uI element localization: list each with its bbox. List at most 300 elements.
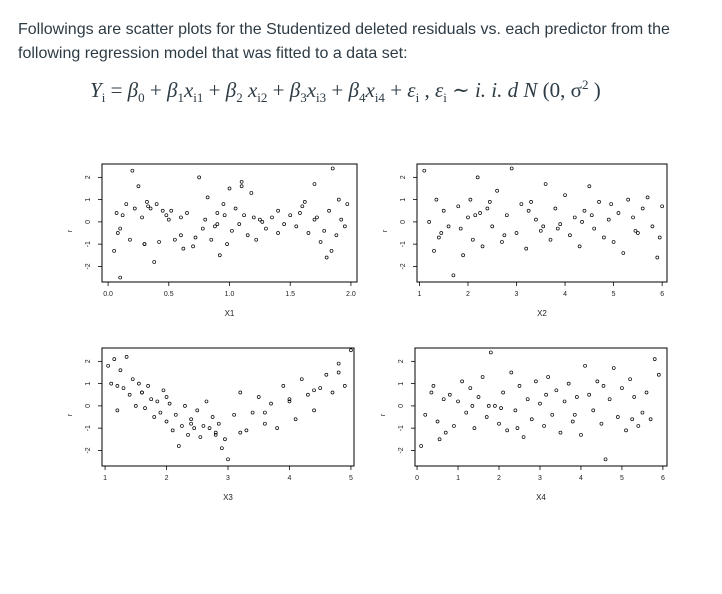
plot-3-point bbox=[165, 420, 168, 423]
plot-4-point bbox=[602, 384, 605, 387]
plot-4-point bbox=[420, 444, 423, 447]
plot-3-point bbox=[168, 402, 171, 405]
plot-3-point bbox=[251, 411, 254, 414]
plot-1-x-tick-label: 1.0 bbox=[224, 291, 235, 298]
plot-4-x-tick-label: 4 bbox=[578, 475, 583, 482]
plot-2-point bbox=[593, 227, 596, 230]
plot-3-point bbox=[147, 384, 150, 387]
plot-4-point bbox=[555, 389, 558, 392]
plot-1-point bbox=[113, 249, 116, 252]
plot-1-point bbox=[115, 211, 118, 214]
plot-3-y-tick-label: 1 bbox=[85, 381, 92, 386]
plot-3-point bbox=[227, 458, 230, 461]
formula-comma: , bbox=[424, 78, 430, 102]
plot-2-point bbox=[564, 194, 567, 197]
plot-1-point bbox=[147, 205, 150, 208]
plot-3-frame bbox=[102, 348, 354, 466]
plot-2-point bbox=[568, 234, 571, 237]
plot-3-point bbox=[119, 369, 122, 372]
plot-2-point bbox=[491, 225, 494, 228]
formula-beta1-sub: 1 bbox=[177, 90, 184, 106]
plot-2-point bbox=[505, 214, 508, 217]
plot-4-point bbox=[579, 433, 582, 436]
plot-1-point bbox=[228, 187, 231, 190]
formula-y: Y bbox=[90, 78, 102, 102]
plot-1-point bbox=[131, 169, 134, 172]
plot-4-y-tick-label: 1 bbox=[398, 381, 405, 386]
plot-2-point bbox=[542, 225, 545, 228]
plot-3-point bbox=[202, 424, 205, 427]
plot-4-point bbox=[588, 393, 591, 396]
plot-1-y-axis-label: r bbox=[67, 229, 74, 233]
plot-1-frame bbox=[102, 164, 357, 282]
plot-3-point bbox=[205, 400, 208, 403]
plot-2-frame bbox=[417, 164, 667, 282]
plot-4-x-tick-label: 3 bbox=[538, 475, 542, 482]
plot-4-point bbox=[657, 373, 660, 376]
plot-2-point bbox=[481, 245, 484, 248]
plot-2-x-tick-label: 1 bbox=[417, 291, 422, 298]
plot-4-point bbox=[514, 409, 517, 412]
plot-3-point bbox=[270, 402, 273, 405]
plot-1-point bbox=[182, 247, 185, 250]
plot-3-point bbox=[156, 400, 159, 403]
plot-3-point bbox=[162, 389, 165, 392]
plot-2-point bbox=[559, 223, 562, 226]
plot-4-point bbox=[487, 404, 490, 407]
plot-1-point bbox=[240, 185, 243, 188]
plot-1-point bbox=[137, 185, 140, 188]
formula-distribution: ∼ i. i. d N bbox=[452, 78, 538, 102]
plot-1-point bbox=[216, 211, 219, 214]
plot-3-point bbox=[223, 438, 226, 441]
plot-3-point bbox=[131, 378, 134, 381]
plot-3-y-tick-label: 0 bbox=[85, 403, 92, 408]
plot-2-point bbox=[573, 216, 576, 219]
plot-1-point bbox=[173, 238, 176, 241]
formula-beta0: β bbox=[127, 78, 139, 102]
plot-2-point bbox=[646, 196, 649, 199]
plot-2-point bbox=[496, 189, 499, 192]
plot-1-point bbox=[121, 214, 124, 217]
plot-1-point bbox=[141, 216, 144, 219]
plot-2-point bbox=[503, 234, 506, 237]
plot-3-x-tick-label: 1 bbox=[103, 475, 108, 482]
plot-2-point bbox=[440, 232, 443, 235]
plot-1-point bbox=[301, 205, 304, 208]
plot-3-y-axis-label: r bbox=[67, 413, 74, 417]
plot-1-point bbox=[325, 256, 328, 259]
plot-3-point bbox=[144, 407, 147, 410]
plot-1-point bbox=[222, 203, 225, 206]
plot-1-x-tick-label: 0.0 bbox=[103, 291, 113, 298]
plot-2-point bbox=[423, 169, 426, 172]
plot-2-point bbox=[578, 245, 581, 248]
plot-4-point bbox=[452, 424, 455, 427]
plot-4-point bbox=[485, 416, 488, 419]
plot-4-point bbox=[471, 404, 474, 407]
plot-2-point bbox=[583, 209, 586, 212]
plot-2-point bbox=[661, 205, 664, 208]
plot-3-point bbox=[263, 411, 266, 414]
plot-1-x-tick-label: 2.0 bbox=[346, 291, 356, 298]
plot-3-point bbox=[180, 424, 183, 427]
formula-epsilon-sub: i bbox=[415, 90, 420, 106]
plot-3-x-tick-label: 3 bbox=[226, 475, 230, 482]
plot-4-point bbox=[436, 420, 439, 423]
plot-1-point bbox=[194, 236, 197, 239]
formula-beta2: β bbox=[225, 78, 237, 102]
plot-3-point bbox=[239, 391, 242, 394]
plot-2-point bbox=[462, 254, 465, 257]
plot-2-point bbox=[466, 216, 469, 219]
plot-4-point bbox=[424, 413, 427, 416]
plot-1-point bbox=[303, 200, 306, 203]
plot-3-x-tick-label: 4 bbox=[287, 475, 292, 482]
plot-4-y-tick-label: 2 bbox=[398, 359, 405, 364]
plot-1-point bbox=[330, 249, 333, 252]
residual-scatter-plots bbox=[0, 150, 722, 530]
plot-3-point bbox=[165, 395, 168, 398]
plot-4-x-tick-label: 2 bbox=[497, 475, 501, 482]
formula-plus-3: + bbox=[272, 78, 285, 102]
plot-3-point bbox=[294, 418, 297, 421]
plot-3-point bbox=[325, 373, 328, 376]
plot-1-point bbox=[343, 225, 346, 228]
formula-x4-sub: i4 bbox=[374, 90, 385, 106]
plot-1-point bbox=[145, 200, 148, 203]
plot-4-point bbox=[625, 429, 628, 432]
plot-1-point bbox=[277, 232, 280, 235]
plot-3-point bbox=[257, 395, 260, 398]
plot-2-y-axis-label: r bbox=[382, 229, 389, 233]
plot-2-point bbox=[602, 236, 605, 239]
formula-x2: x bbox=[247, 78, 258, 102]
plot-4-point bbox=[575, 395, 578, 398]
plot-1-point bbox=[243, 214, 246, 217]
plot-4-point bbox=[516, 427, 519, 430]
plot-1-point bbox=[179, 216, 182, 219]
formula-plus-4: + bbox=[331, 78, 344, 102]
plot-2-x-tick-label: 6 bbox=[660, 291, 665, 298]
plot-4-y-axis-label: r bbox=[380, 413, 387, 417]
plot-4-point bbox=[592, 409, 595, 412]
plot-4-point bbox=[547, 375, 550, 378]
plot-3-point bbox=[134, 404, 137, 407]
plot-1-point bbox=[116, 232, 119, 235]
formula-beta2-sub: 2 bbox=[236, 90, 243, 106]
plot-2-point bbox=[632, 216, 635, 219]
plot-1-point bbox=[340, 218, 343, 221]
plot-4-point bbox=[506, 429, 509, 432]
plot-1-point bbox=[346, 203, 349, 206]
plot-4-point bbox=[641, 411, 644, 414]
plot-4-point bbox=[653, 358, 656, 361]
plot-1-point bbox=[328, 209, 331, 212]
plot-1-point bbox=[192, 245, 195, 248]
plot-4-point bbox=[432, 384, 435, 387]
plot-3-point bbox=[137, 382, 140, 385]
plot-2-point bbox=[442, 209, 445, 212]
formula-x1-sub: i1 bbox=[193, 90, 204, 106]
plot-4-point bbox=[629, 378, 632, 381]
plot-2-y-tick-label: 2 bbox=[400, 175, 407, 180]
plot-4-x-tick-label: 5 bbox=[619, 475, 624, 482]
plot-4-point bbox=[489, 351, 492, 354]
plot-2-x-tick-label: 4 bbox=[563, 291, 568, 298]
plot-2-point bbox=[476, 176, 479, 179]
plot-2-point bbox=[520, 203, 523, 206]
plot-3-y-tick-label: 2 bbox=[85, 359, 92, 364]
formula-x3-sub: i3 bbox=[316, 90, 327, 106]
plot-2-point bbox=[658, 236, 661, 239]
plot-3-x-tick-label: 5 bbox=[348, 475, 353, 482]
plot-3-point bbox=[239, 431, 242, 434]
formula-beta0-sub: 0 bbox=[138, 90, 145, 106]
plot-4-point bbox=[498, 422, 501, 425]
plot-3-point bbox=[159, 411, 162, 414]
plot-4-point bbox=[477, 395, 480, 398]
plot-4-point bbox=[633, 395, 636, 398]
plot-1-point bbox=[234, 207, 237, 210]
plot-2-point bbox=[612, 240, 615, 243]
plot-1-x-axis-label: X1 bbox=[224, 309, 235, 318]
plot-4-point bbox=[534, 380, 537, 383]
plot-4-point bbox=[518, 384, 521, 387]
plot-1-point bbox=[128, 238, 131, 241]
plot-2-y-tick-label: 1 bbox=[400, 197, 407, 202]
plot-4-point bbox=[567, 382, 570, 385]
plot-3-point bbox=[208, 427, 211, 430]
plot-3-point bbox=[196, 409, 199, 412]
formula-beta4-sub: 4 bbox=[358, 90, 366, 106]
plot-2-y-tick-label: -1 bbox=[400, 241, 407, 248]
plot-4-point bbox=[465, 411, 468, 414]
plot-4-point bbox=[596, 380, 599, 383]
plot-3-point bbox=[313, 389, 316, 392]
formula-epsilon-2: ε bbox=[434, 78, 444, 102]
plot-4-point bbox=[481, 375, 484, 378]
plot-3-x-axis-label: X3 bbox=[223, 493, 233, 502]
plot-4-point bbox=[551, 413, 554, 416]
plot-4-point bbox=[442, 398, 445, 401]
plot-1-point bbox=[210, 238, 213, 241]
plot-1-point bbox=[230, 229, 233, 232]
plot-4-point bbox=[645, 391, 648, 394]
plot-4-point bbox=[469, 387, 472, 390]
plot-2-point bbox=[525, 247, 528, 250]
formula-plus-2: + bbox=[208, 78, 221, 102]
plot-2-point bbox=[469, 198, 472, 201]
plot-1-point bbox=[307, 232, 310, 235]
plot-1-point bbox=[161, 209, 164, 212]
plot-4-point bbox=[543, 424, 546, 427]
plot-2-point bbox=[544, 183, 547, 186]
plot-2-point bbox=[432, 249, 435, 252]
plot-3-point bbox=[153, 416, 156, 419]
plot-2-point bbox=[437, 236, 440, 239]
plot-2-point bbox=[634, 229, 637, 232]
plot-2-point bbox=[610, 203, 613, 206]
plot-2-point bbox=[435, 198, 438, 201]
intro-text: Followings are scatter plots for the Studentized deleted residuals vs. each predictor from the following regression model that was fitted to a data set: bbox=[18, 21, 670, 62]
plot-3-point bbox=[128, 393, 131, 396]
plot-3-point bbox=[116, 384, 119, 387]
plot-2-point bbox=[486, 207, 489, 210]
plot-1-point bbox=[170, 209, 173, 212]
plot-1-point bbox=[255, 238, 258, 241]
plot-3-point bbox=[343, 384, 346, 387]
plot-4-point bbox=[637, 424, 640, 427]
plot-1-point bbox=[201, 227, 204, 230]
plot-3-point bbox=[113, 358, 116, 361]
plot-4-point bbox=[457, 400, 460, 403]
plot-4-x-tick-label: 0 bbox=[415, 475, 420, 482]
formula-epsilon: ε bbox=[407, 78, 416, 102]
plot-2-point bbox=[622, 252, 625, 255]
formula-beta3-sub: 3 bbox=[300, 90, 307, 106]
plot-1-point bbox=[238, 223, 241, 226]
plot-3-x-tick-label: 2 bbox=[164, 475, 169, 482]
plot-4-point bbox=[526, 398, 529, 401]
formula-x4: x bbox=[365, 78, 375, 102]
plot-4-point bbox=[500, 407, 503, 410]
formula-params: (0, σ bbox=[542, 78, 582, 102]
formula-epsilon-2-sub: i bbox=[443, 90, 447, 106]
plot-2-point bbox=[452, 274, 455, 277]
plot-2-point bbox=[479, 211, 482, 214]
plot-2-point bbox=[488, 200, 491, 203]
plot-2-point bbox=[598, 200, 601, 203]
plot-4-point bbox=[559, 431, 562, 434]
plot-3-point bbox=[190, 422, 193, 425]
plot-1-point bbox=[246, 234, 249, 237]
plot-4-x-tick-label: 1 bbox=[456, 475, 460, 482]
plot-4-point bbox=[604, 458, 607, 461]
plot-3-point bbox=[116, 409, 119, 412]
plot-2-point bbox=[607, 218, 610, 221]
plot-2-point bbox=[510, 167, 513, 170]
plot-2-x-tick-label: 3 bbox=[514, 291, 519, 298]
plot-1-point bbox=[283, 223, 286, 226]
formula-close: ) bbox=[593, 78, 601, 102]
plot-2-point bbox=[534, 218, 537, 221]
plot-3-point bbox=[282, 384, 285, 387]
plot-4-point bbox=[545, 393, 548, 396]
plot-2-point bbox=[459, 227, 462, 230]
plot-1-point bbox=[119, 227, 122, 230]
plot-2-x-tick-label: 5 bbox=[611, 291, 616, 298]
plot-4-point bbox=[563, 400, 566, 403]
plot-3-point bbox=[150, 398, 153, 401]
plot-1-point bbox=[143, 243, 146, 246]
plot-1-y-tick-label: 2 bbox=[85, 175, 92, 180]
plot-2-point bbox=[474, 214, 477, 217]
plot-3-point bbox=[122, 387, 125, 390]
plot-1-point bbox=[335, 234, 338, 237]
plot-4-point bbox=[612, 367, 615, 370]
plot-1-point bbox=[155, 203, 158, 206]
plot-1-point bbox=[216, 223, 219, 226]
plot-4-point bbox=[538, 402, 541, 405]
plot-1-point bbox=[252, 216, 255, 219]
plot-2-point bbox=[457, 205, 460, 208]
plot-3-point bbox=[217, 422, 220, 425]
plot-4-y-tick-label: -2 bbox=[398, 447, 405, 454]
plot-2-y-tick-label: -2 bbox=[400, 263, 407, 270]
plot-3-point bbox=[177, 444, 180, 447]
plot-3-point bbox=[263, 422, 266, 425]
plot-1-point bbox=[261, 220, 264, 223]
plot-3-point bbox=[313, 409, 316, 412]
plot-4-point bbox=[430, 391, 433, 394]
plot-1-point bbox=[226, 243, 229, 246]
plot-2-x-axis-label: X2 bbox=[537, 309, 547, 318]
plot-3-point bbox=[110, 382, 113, 385]
plot-4-point bbox=[473, 427, 476, 430]
formula-x3: x bbox=[306, 78, 317, 102]
formula-params-sup: 2 bbox=[581, 77, 589, 92]
plot-3-point bbox=[331, 391, 334, 394]
plot-3-point bbox=[276, 427, 279, 430]
plot-1-point bbox=[125, 203, 128, 206]
plot-2-point bbox=[428, 220, 431, 223]
plot-2-point bbox=[627, 198, 630, 201]
plot-3-point bbox=[199, 436, 202, 439]
plot-1-point bbox=[271, 216, 274, 219]
formula-beta3: β bbox=[289, 78, 301, 102]
plot-4-point bbox=[631, 418, 634, 421]
plot-4-point bbox=[502, 391, 505, 394]
plot-4-x-tick-label: 6 bbox=[660, 475, 665, 482]
plot-4-point bbox=[600, 422, 603, 425]
plot-1-point bbox=[179, 234, 182, 237]
plot-1-point bbox=[198, 176, 201, 179]
plot-1-point bbox=[133, 207, 136, 210]
plot-3-point bbox=[319, 387, 322, 390]
plot-1-point bbox=[250, 191, 253, 194]
plot-2-point bbox=[554, 207, 557, 210]
plot-3-point bbox=[220, 447, 223, 450]
plot-1-x-tick-label: 1.5 bbox=[285, 291, 296, 298]
plot-3-point bbox=[337, 362, 340, 365]
plot-3-point bbox=[233, 413, 236, 416]
plot-2-point bbox=[447, 225, 450, 228]
plot-1-point bbox=[319, 240, 322, 243]
plot-1-point bbox=[337, 198, 340, 201]
plot-2-y-tick-label: 0 bbox=[400, 219, 407, 224]
plot-2-point bbox=[656, 256, 659, 259]
plot-2-point bbox=[590, 214, 593, 217]
formula-equals: = bbox=[110, 78, 123, 102]
plot-3-point bbox=[140, 391, 143, 394]
plot-4-frame bbox=[415, 348, 667, 466]
plot-2-point bbox=[617, 211, 620, 214]
plot-4-point bbox=[608, 398, 611, 401]
plot-1-point bbox=[313, 218, 316, 221]
plot-2-x-tick-label: 2 bbox=[466, 291, 470, 298]
plot-3-point bbox=[187, 433, 190, 436]
plot-1-point bbox=[264, 227, 267, 230]
plot-1-point bbox=[289, 214, 292, 217]
plot-4-x-axis-label: X4 bbox=[536, 493, 546, 502]
plot-1-point bbox=[223, 214, 226, 217]
plot-4-point bbox=[438, 438, 441, 441]
plot-3-point bbox=[349, 349, 352, 352]
plot-1-point bbox=[218, 254, 221, 257]
plot-1-point bbox=[323, 229, 326, 232]
plot-1-point bbox=[119, 276, 122, 279]
